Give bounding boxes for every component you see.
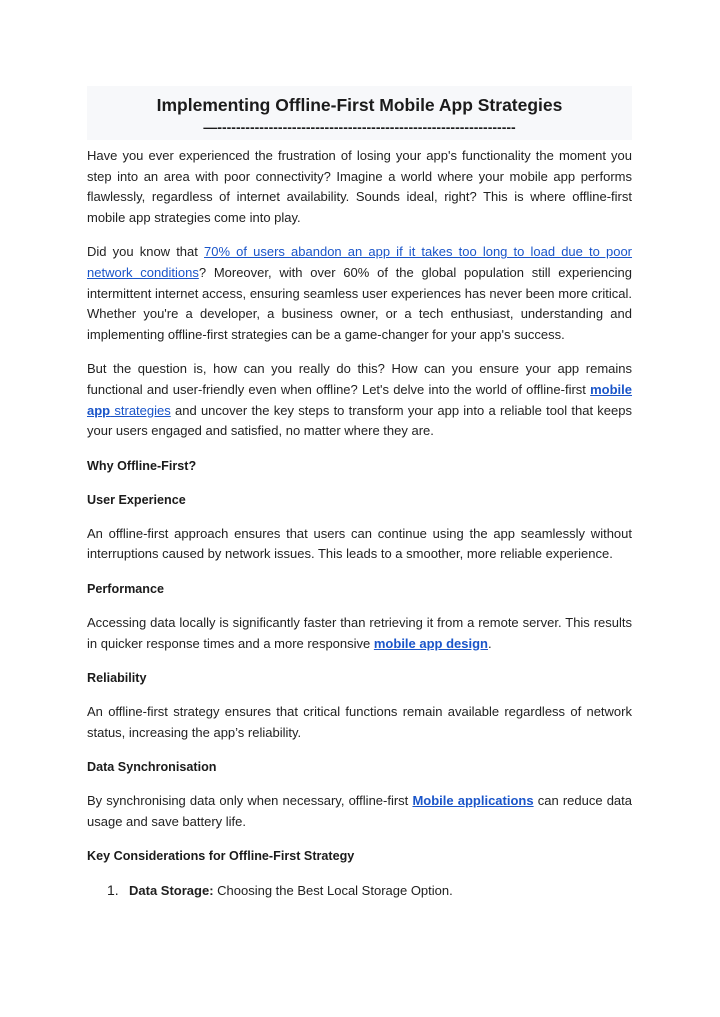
mobile-app-design-link[interactable]: mobile app design <box>373 635 488 651</box>
stats-text-post: ? Moreover, with over 60% of the global population still experiencing intermittent internet access, ensuring seamless user experiences has never been more critical. Whether you're a developer, a business owner, or a tech enthusiast, understanding and implementing offline-first strategies can be a game-changer for your app's success. <box>87 264 632 342</box>
question-paragraph <box>87 359 632 441</box>
list-item-label: Data Storage: <box>129 883 214 899</box>
heading-reliability: Reliability <box>87 671 147 686</box>
performance-text-post: . <box>488 635 492 651</box>
sync-text-pre: By synchronising data only when necessary, offline-first <box>87 793 413 809</box>
stats-paragraph <box>87 242 632 345</box>
title-divider: —---------------------------------------------------------------- <box>203 119 516 135</box>
heading-user-experience: User Experience <box>87 492 186 507</box>
mobile-applications-link[interactable]: Mobile applications <box>412 793 534 809</box>
heading-data-synchronisation: Data Synchronisation <box>87 760 217 775</box>
title-block <box>87 86 632 140</box>
performance-text <box>87 613 632 654</box>
sync-text-post: can reduce data usage and save battery life. <box>87 793 632 829</box>
page-title: Implementing Offline-First Mobile App Strategies <box>156 95 563 115</box>
reliability-text: An offline-first strategy ensures that critical functions remain available regardless of network status, increasing the app’s reliability. <box>87 704 632 740</box>
performance-text-pre: Accessing data locally is significantly faster than retrieving it from a remote server. This results in quicker response times and a more responsive <box>87 614 632 651</box>
question-text-pre: But the question is, how can you really do this? How can you ensure your app remains functional and user-friendly even when offline? Let's delve into the world of offline-first <box>87 361 632 397</box>
user-experience-text: An offline-first approach ensures that users can continue using the app seamlessly without interruptions caused by network issues. This leads to a smoother, more reliable experience. <box>87 525 632 562</box>
mobile-app-link-bold: mobile app <box>87 381 632 418</box>
stats-text-pre: Did you know that <box>87 244 205 260</box>
synchronisation-text <box>87 791 632 832</box>
question-text-post: and uncover the key steps to transform your app into a reliable tool that keeps your users engaged and satisfied, no matter where they are. <box>87 402 632 439</box>
document-page <box>87 86 632 901</box>
list-item <box>107 880 632 901</box>
list-item-text: Choosing the Best Local Storage Option. <box>213 883 453 899</box>
intro-paragraph: Have you ever experienced the frustration of losing your app's functionality the moment you step into an area with poor connectivity? Imagine a world where your mobile app performs flawlessly, regardless of internet availability. Sounds ideal, right? This is where offline-first mobile app strategies come into play. <box>87 148 632 225</box>
list-item-number: 1. <box>107 882 119 899</box>
heading-why-offline-first: Why Offline-First? <box>87 458 197 473</box>
strategies-link-text: strategies <box>110 402 171 418</box>
stats-link[interactable]: 70% of users abandon an app if it takes too long to load due to poor network conditions <box>87 244 633 280</box>
heading-performance: Performance <box>87 581 164 596</box>
heading-key-considerations: Key Considerations for Offline-First Strategy <box>87 849 355 864</box>
